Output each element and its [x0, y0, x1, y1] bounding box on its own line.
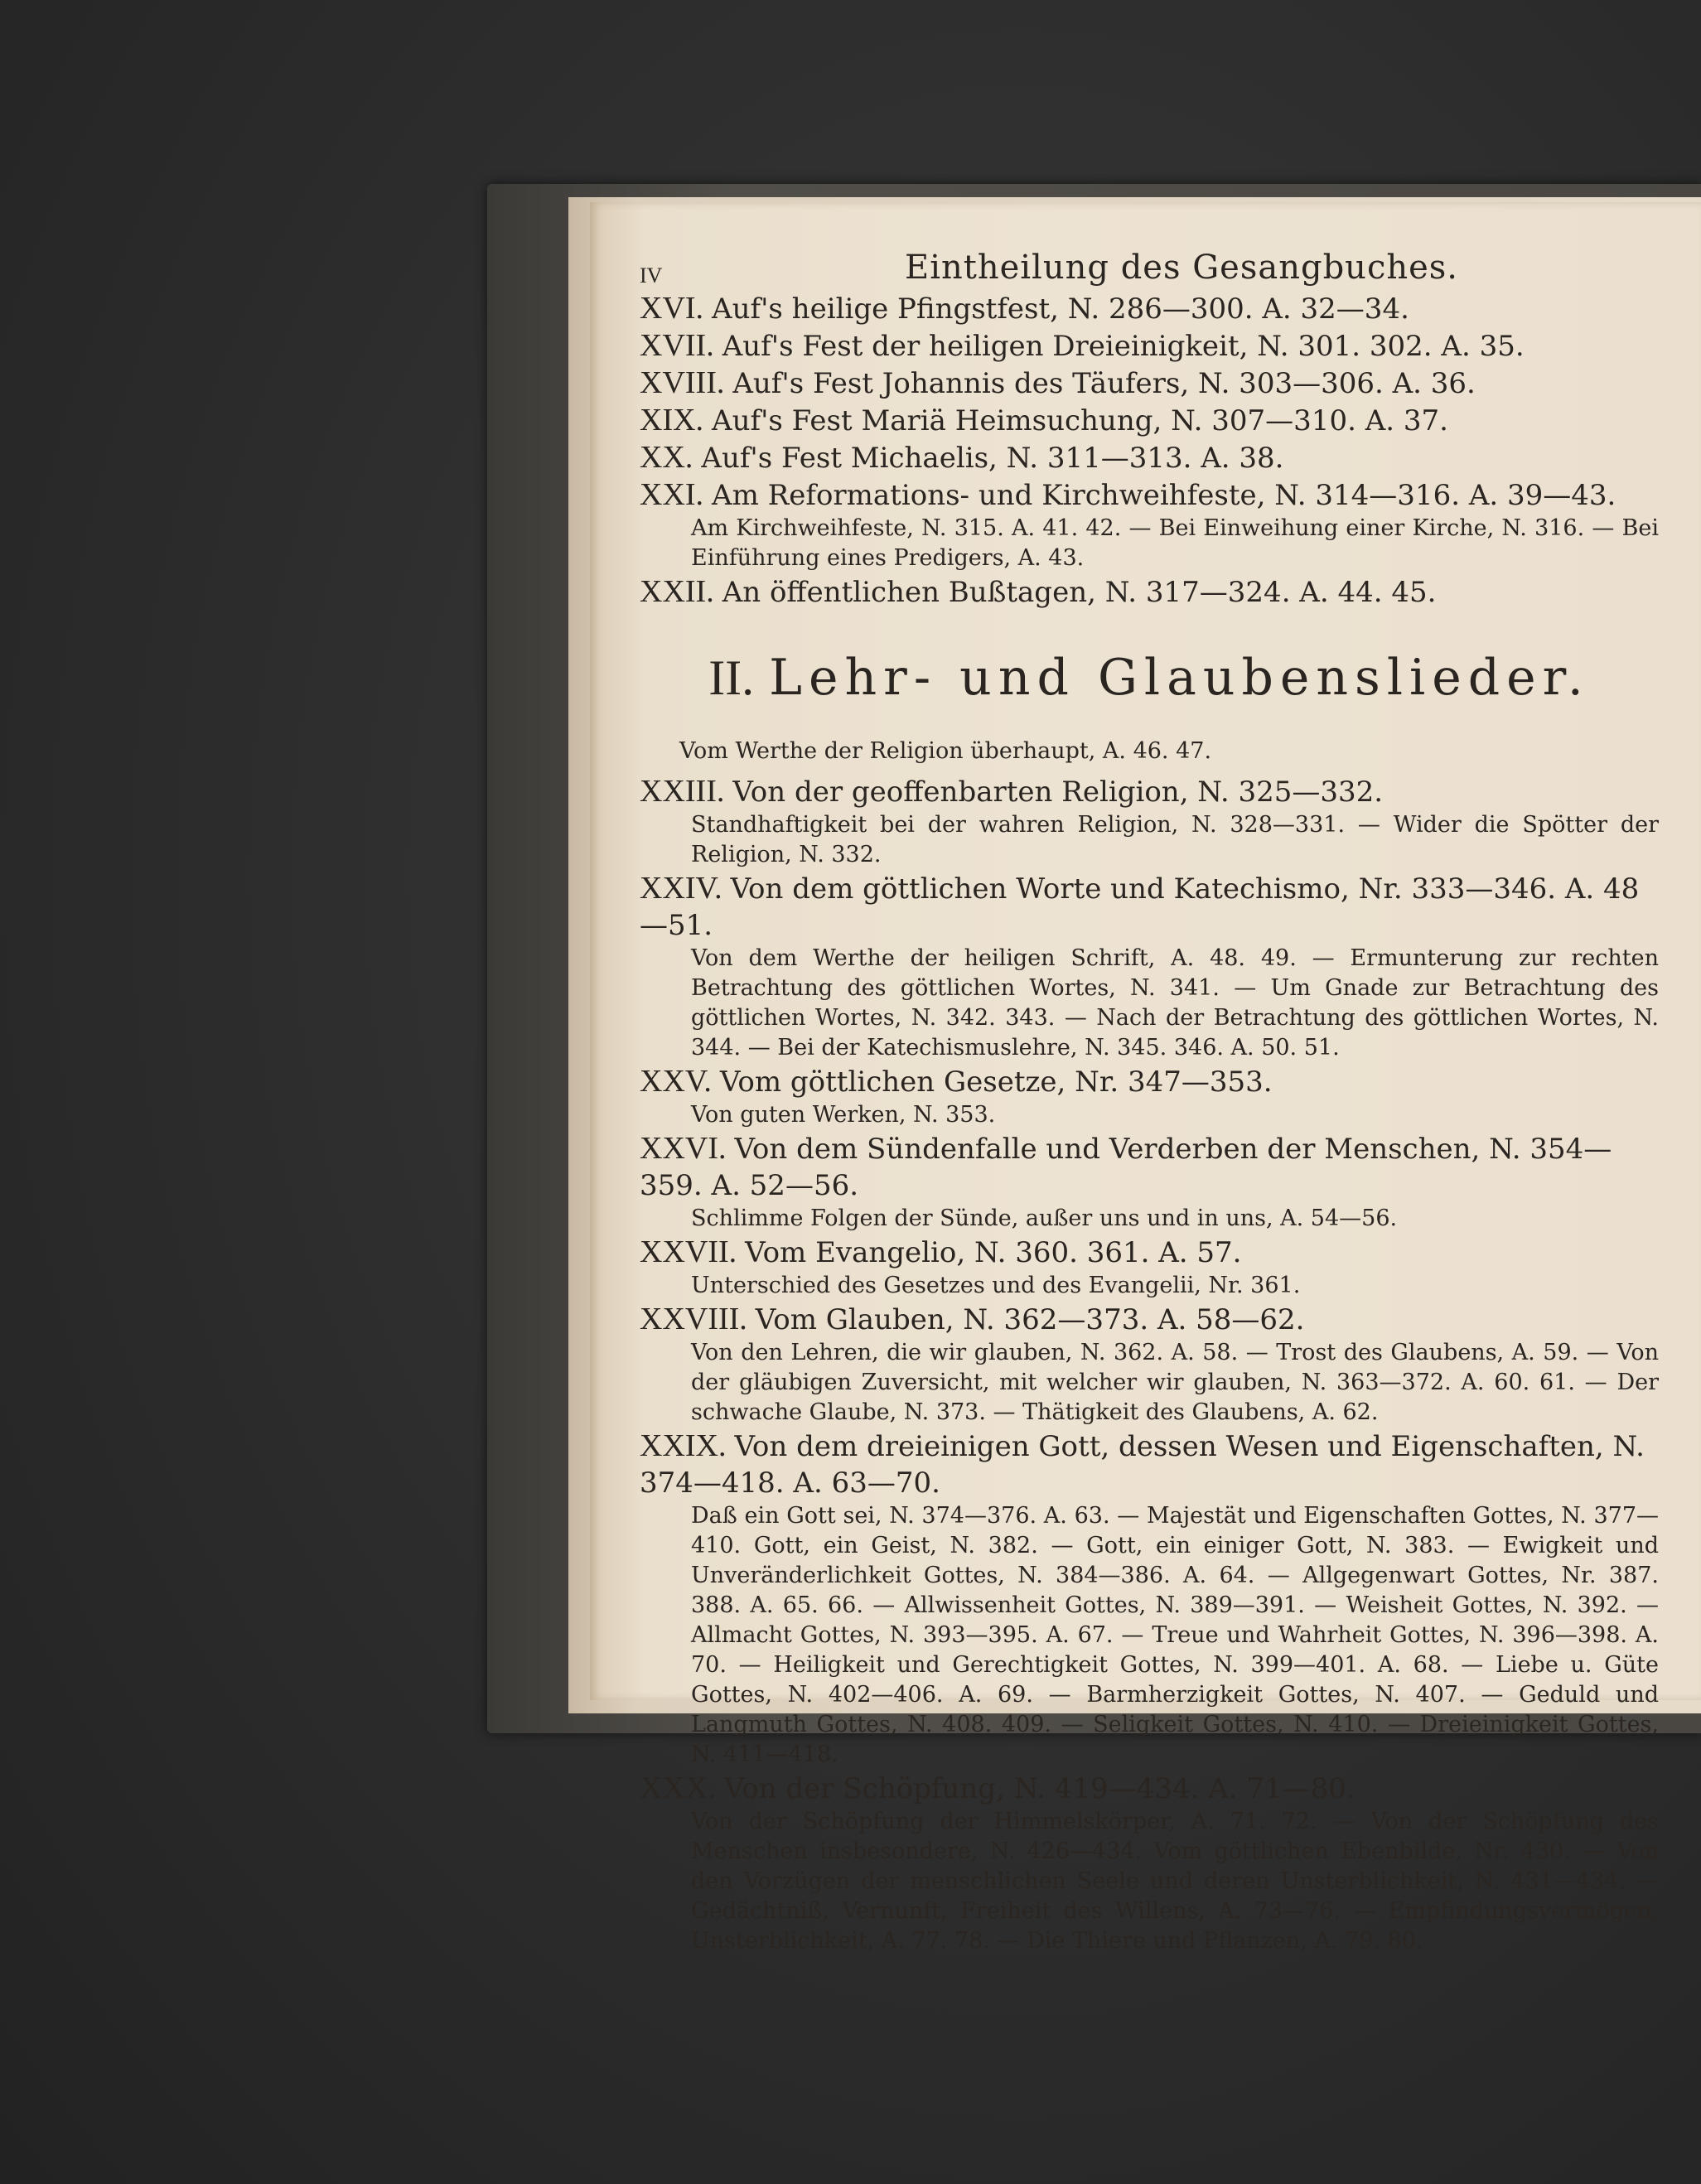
entry-text: Vom göttlichen Gesetze, Nr. 347—353.	[719, 1065, 1273, 1099]
entry-text: Vom Glauben, N. 362—373. A. 58—62.	[755, 1303, 1305, 1336]
entry-number: XXIII.	[640, 774, 725, 809]
entry-number: XXIV.	[640, 871, 722, 906]
entry-text: Von der Schöpfung, N. 419—434. A. 71—80.	[723, 1772, 1355, 1805]
toc-entry	[640, 1234, 1659, 1271]
entry-number: XXVIII.	[640, 1302, 747, 1336]
toc-entry	[640, 1063, 1659, 1100]
section-intro: Vom Werthe der Religion überhaupt, A. 46. 47.	[679, 738, 1212, 764]
section-title-text: Lehr- und Glaubenslieder.	[769, 649, 1590, 707]
entry-subtopics: Unterschied des Gesetzes und des Evangelii, Nr. 361.	[691, 1273, 1301, 1298]
toc-entry	[640, 773, 1659, 810]
toc-entry	[640, 402, 1659, 439]
entry-text: Auf's Fest Johannis des Täufers, N. 303—306. A. 36.	[732, 367, 1476, 400]
toc-entry	[640, 1770, 1659, 1807]
entry-subtopics: Von der Schöpfung der Himmelskörper, A. 71. 72. — Von der Schöpfung des Menschen insbesondere, N. 426—434. Vom göttlichen Ebenbilde, Nr. 430. — Von den Vorzügen der menschlichen Seele und deren Unsterblichkeit, N. 431—434. — Gedächtniß, Vernunft, Freiheit des Willens, A. 73—76. — Empfindungsvermögen, Unsterblichkeit, A. 77. 78. — Die Thiere und Pflanzen, A. 79. 80.	[691, 1809, 1659, 1954]
entry-number: XX.	[640, 440, 693, 475]
entry-text: Von dem Sündenfalle und Verderben der Menschen, N. 354—359. A. 52—56.	[640, 1133, 1612, 1202]
entry-text: Von der geoffenbarten Religion, N. 325—332.	[732, 776, 1384, 809]
entry-subtopics: Am Kirchweihfeste, N. 315. A. 41. 42. — Bei Einweihung einer Kirche, N. 316. — Bei Einführung eines Predigers, A. 43.	[691, 515, 1659, 571]
entry-text: Von dem göttlichen Worte und Katechismo, Nr. 333—346. A. 48—51.	[640, 872, 1640, 942]
toc-entry	[640, 573, 1659, 611]
entry-text: Auf's Fest Michaelis, N. 311—313. A. 38.	[701, 442, 1284, 475]
entry-subtopics: Von dem Werthe der heiligen Schrift, A. 48. 49. — Ermunterung zur rechten Betrachtung des göttlichen Wortes, N. 341. — Um Gnade zur Betrachtung des göttlichen Wortes, N. 342. 343. — Nach der Betrachtung des göttlichen Wortes, N. 344. — Bei der Katechismuslehre, N. 345. 346. A. 50. 51.	[691, 945, 1659, 1061]
toc-entry	[640, 439, 1659, 476]
entry-text: Auf's heilige Pfingstfest, N. 286—300. A. 32—34.	[712, 292, 1409, 326]
entry-subtopics: Von den Lehren, die wir glauben, N. 362. A. 58. — Trost des Glaubens, A. 59. — Von der gläubigen Zuversicht, mit welcher wir glauben, N. 363—372. A. 60. 61. — Der schwache Glaube, N. 373. — Thätigkeit des Glaubens, A. 62.	[691, 1340, 1659, 1425]
section-number: II.	[708, 650, 755, 705]
entry-number: XVI.	[640, 291, 704, 326]
toc-entry	[640, 327, 1659, 365]
entry-subtopics: Von guten Werken, N. 353.	[691, 1102, 996, 1128]
toc-entry	[640, 1428, 1659, 1501]
entry-number: XXX.	[640, 1771, 716, 1805]
toc-entry	[640, 476, 1659, 514]
entry-number: XXII.	[640, 574, 714, 609]
entry-number: XXV.	[640, 1064, 712, 1099]
page-header	[640, 242, 1659, 290]
entry-number: XVII.	[640, 328, 714, 363]
entry-subtopics: Schlimme Folgen der Sünde, außer uns und in uns, A. 54—56.	[691, 1206, 1398, 1231]
page-number: IV	[640, 263, 663, 287]
entry-subtopics: Daß ein Gott sei, N. 374—376. A. 63. — Majestät und Eigenschaften Gottes, N. 377—410. Gott, ein Geist, N. 382. — Gott, ein einiger Gott, N. 383. — Ewigkeit und Unveränderlichkeit Gottes, N. 384—386. A. 64. — Allgegenwart Gottes, Nr. 387. 388. A. 65. 66. — Allwissenheit Gottes, N. 389—391. — Weisheit Gottes, N. 392. — Allmacht Gottes, N. 393—395. A. 67. — Treue und Wahrheit Gottes, N. 396—398. A. 70. — Heiligkeit und Gerechtigkeit Gottes, N. 399—401. A. 68. — Liebe u. Güte Gottes, N. 402—406. A. 69. — Barmherzigkeit Gottes, N. 407. — Geduld und Langmuth Gottes, N. 408. 409. — Seligkeit Gottes, N. 410. — Dreieinigkeit Gottes, N. 411—418.	[691, 1503, 1659, 1767]
entry-text: Auf's Fest der heiligen Dreieinigkeit, N. 301. 302. A. 35.	[722, 330, 1525, 363]
entry-number: XXI.	[640, 477, 704, 512]
entry-subtopics: Standhaftigkeit bei der wahren Religion, N. 328—331. — Wider die Spötter der Religion, N. 332.	[691, 812, 1659, 867]
section-title	[640, 649, 1659, 707]
entry-text: Am Reformations- und Kirchweihfeste, N. 314—316. A. 39—43.	[712, 479, 1616, 512]
toc-entry	[640, 365, 1659, 402]
entry-number: XIX.	[640, 403, 704, 437]
entry-number: XXVII.	[640, 1235, 737, 1269]
toc-entry	[640, 870, 1659, 944]
entry-text: Von dem dreieinigen Gott, dessen Wesen und Eigenschaften, N. 374—418. A. 63—70.	[640, 1430, 1645, 1500]
page-text	[640, 242, 1659, 1956]
entry-number: XXVI.	[640, 1131, 727, 1166]
entry-number: XXIX.	[640, 1428, 727, 1463]
entry-text: Auf's Fest Mariä Heimsuchung, N. 307—310. A. 37.	[712, 404, 1448, 437]
entry-number: XVIII.	[640, 365, 725, 400]
entry-text: An öffentlichen Bußtagen, N. 317—324. A. 44. 45.	[722, 576, 1437, 609]
toc-entry	[640, 1130, 1659, 1204]
toc-entry	[640, 1301, 1659, 1338]
entry-text: Vom Evangelio, N. 360. 361. A. 57.	[745, 1236, 1242, 1269]
toc-entry	[640, 290, 1659, 327]
running-head: Eintheilung des Gesangbuches.	[905, 249, 1459, 287]
